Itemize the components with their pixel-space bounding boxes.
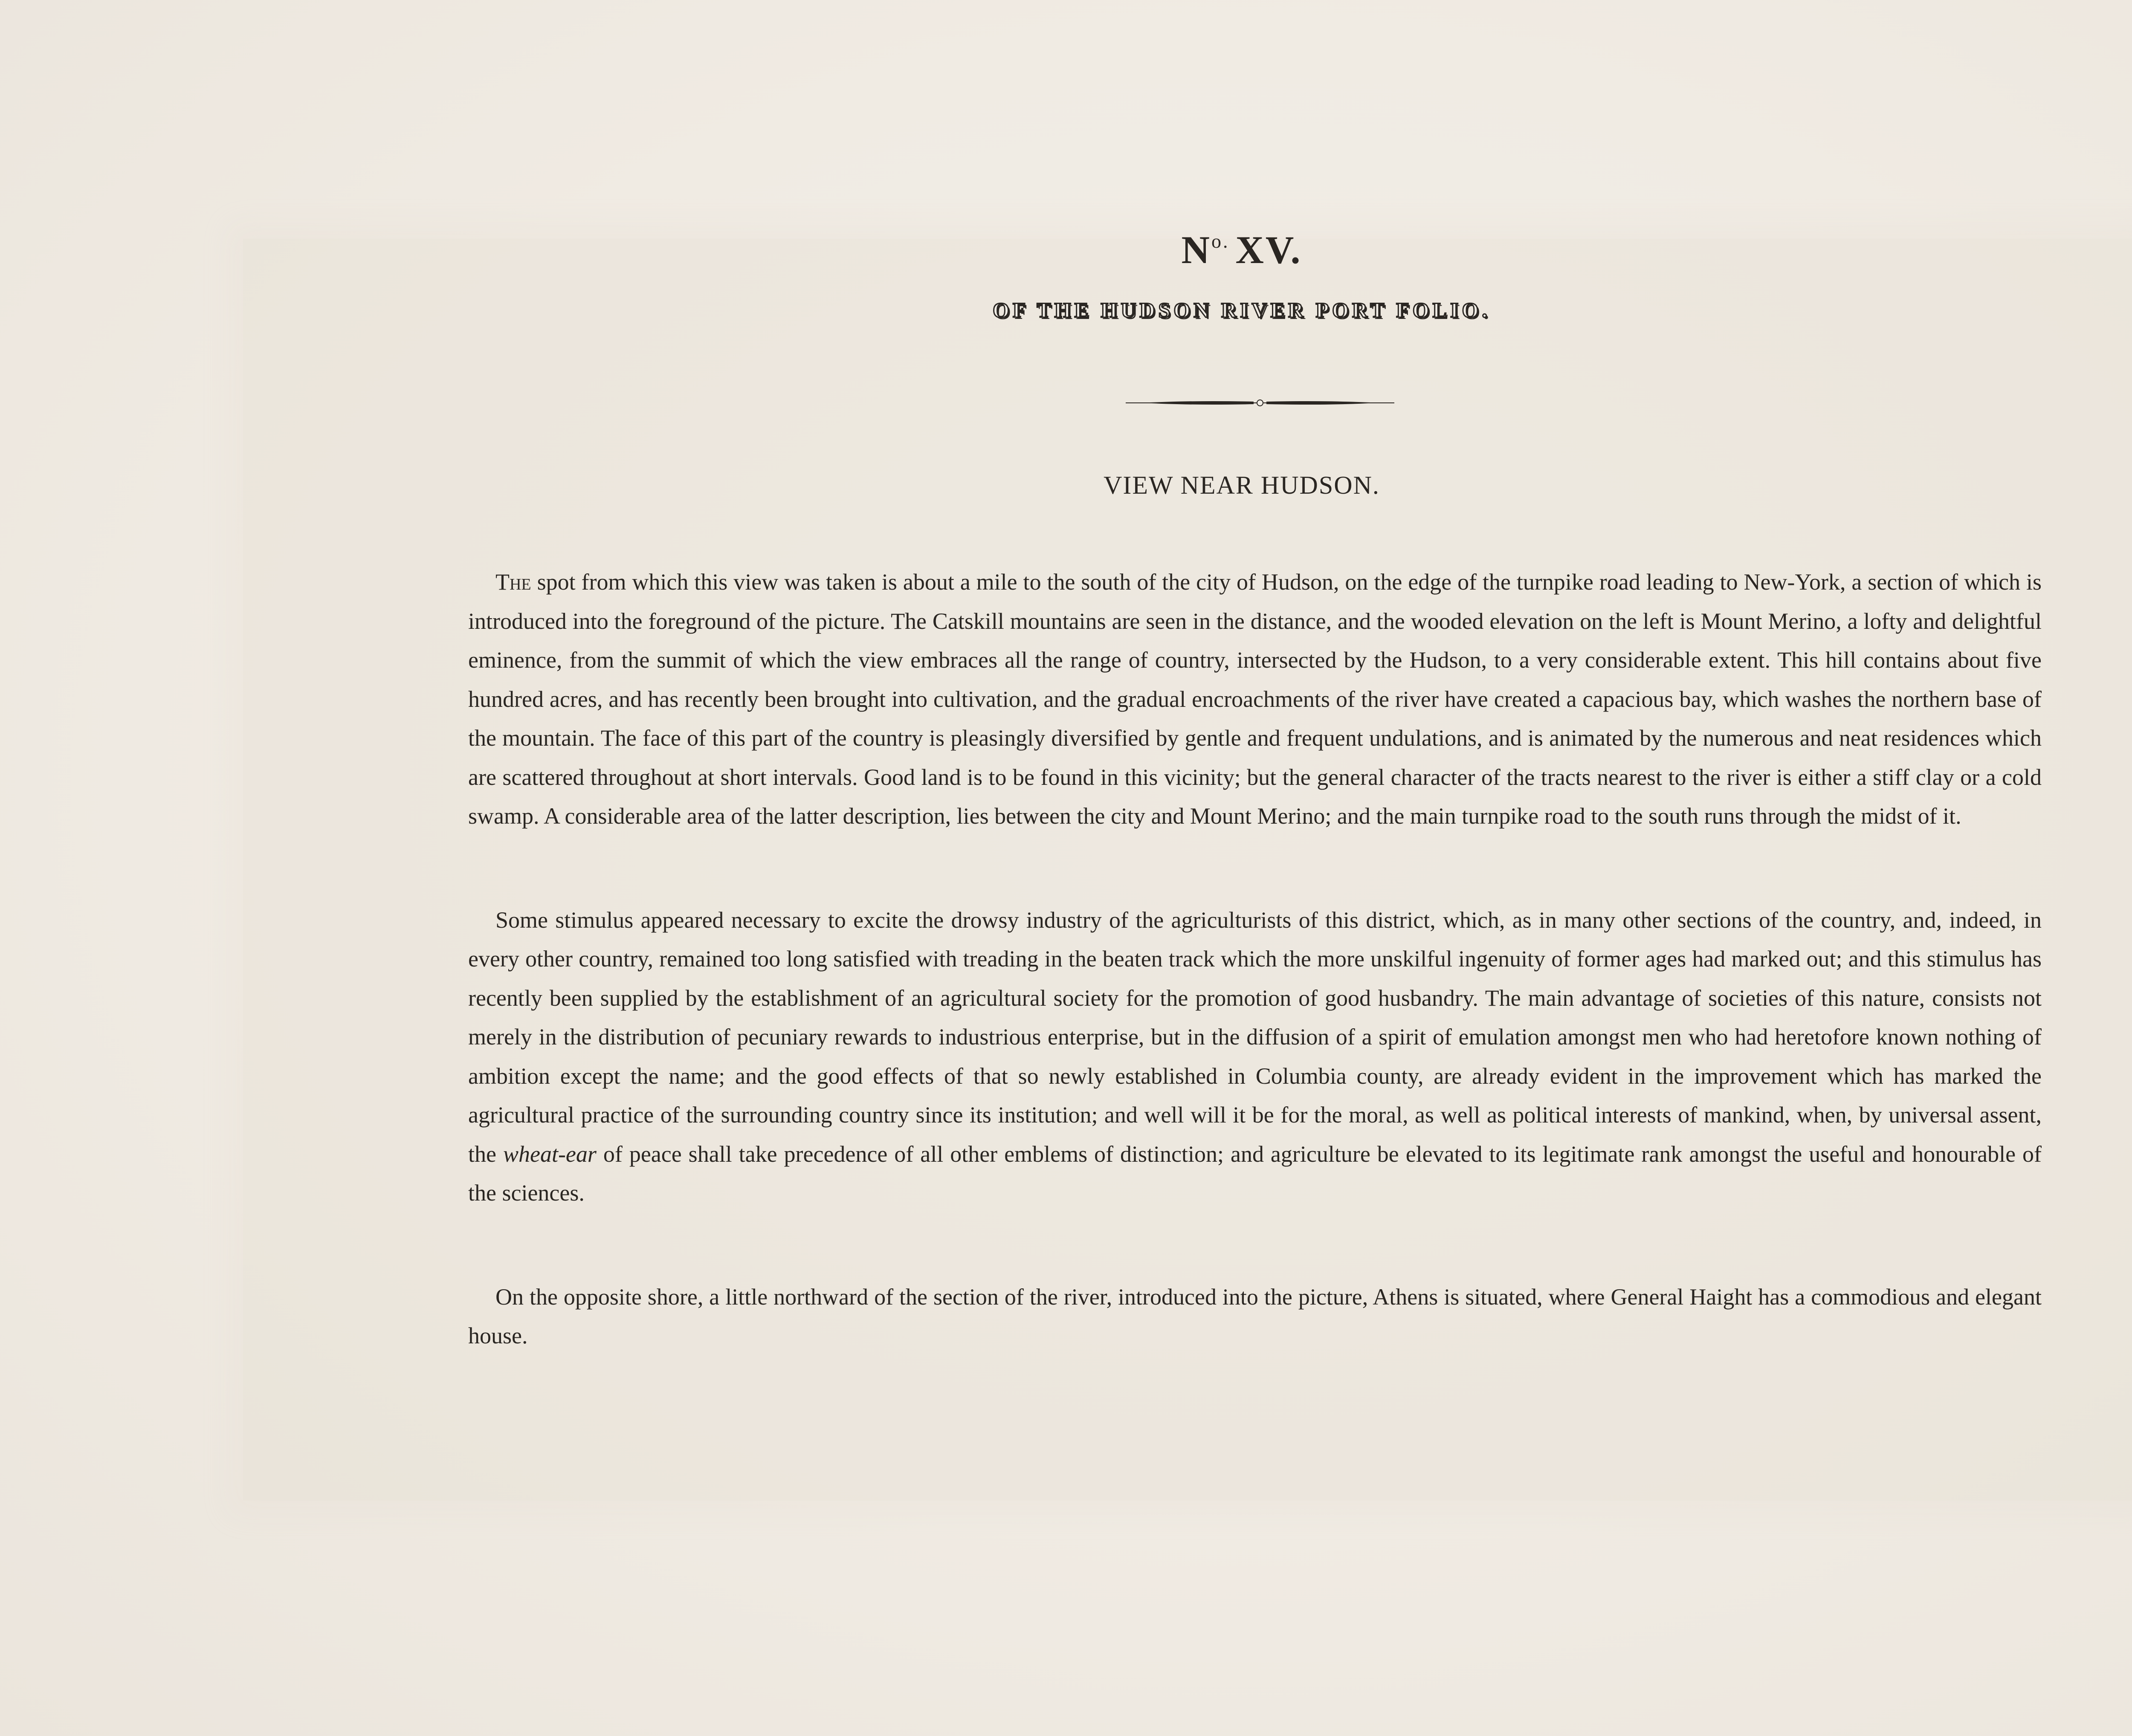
- paragraph-1-text: spot from which this view was taken is about a mile to the south of the city of Hudson, on the edge of the turnpike road leading to New-York, a section of which is introduced into the foreground of the picture. The Catskill mountains are seen in the distance, and the wooded elevation on the left is Mount Merino, a lofty and delightful eminence, from the summit of which the view embraces all the range of country, intersected by the Hudson, to a very considerable extent. This hill contains about five hundred acres, and has recently been brought into cultivation, and the gradual encroachments of the river have created a capacious bay, which washes the northern base of the mountain. The face of this part of the country is pleasingly diversified by gentle and frequent undulations, and is animated by the numerous and neat residences which are scattered throughout at short intervals. Good land is to be found in this vicinity; but the general character of the tracts nearest to the river is either a stiff clay or a cold swamp. A considerable area of the latter description, lies between the city and Mount Merino; and the main turnpike road to the south runs through the midst of it.: [468, 569, 2042, 829]
- number-value: XV.: [1235, 228, 1302, 272]
- paragraph-1: [468, 563, 2042, 836]
- ornamental-divider: [1126, 396, 1394, 409]
- number-superscript: o.: [1211, 230, 1230, 252]
- paragraph-3-text: On the opposite shore, a little northward of the section of the river, introduced into the picture, Athens is situated, where General Haight has a commodious and elegant house.: [468, 1284, 2042, 1348]
- paragraph-2-emphasis: wheat-ear: [503, 1141, 597, 1167]
- paragraph-2: [468, 901, 2042, 1213]
- paragraph-3: [468, 1278, 2042, 1356]
- view-title: VIEW NEAR HUDSON.: [1104, 471, 1380, 499]
- paragraph-2-text-after: of peace shall take precedence of all other emblems of distinction; and agriculture be elevated to its legitimate rank amongst the useful and honourable of the sciences.: [468, 1141, 2042, 1206]
- paragraph-1-lead: The: [495, 569, 531, 595]
- number-prefix: N: [1181, 228, 1211, 272]
- heading-block: [0, 230, 2132, 321]
- plate-number: [0, 228, 2132, 272]
- paragraph-2-text-before: Some stimulus appeared necessary to excite the drowsy industry of the agriculturists of this district, which, as in many other sections of the country, and, indeed, in every other country, remained too long satisfied with treading in the beaten track which the more unskilful ingenuity of former ages had marked out; and this stimulus has recently been supplied by the establishment of an agricultural society for the promotion of good husbandry. The main advantage of societies of this nature, consists not merely in the distribution of pecuniary rewards to industrious enterprise, but in the diffusion of a spirit of emulation amongst men who had heretofore known nothing of ambition except the name; and the good effects of that so newly established in Columbia county, are already evident in the improvement which has marked the agricultural practice of the surrounding country since its institution; and well will it be for the moral, as well as political interests of mankind, when, by universal assent, the: [468, 907, 2042, 1167]
- series-title: OF THE HUDSON RIVER PORT FOLIO.: [993, 298, 1491, 322]
- body-text: [468, 563, 2042, 1356]
